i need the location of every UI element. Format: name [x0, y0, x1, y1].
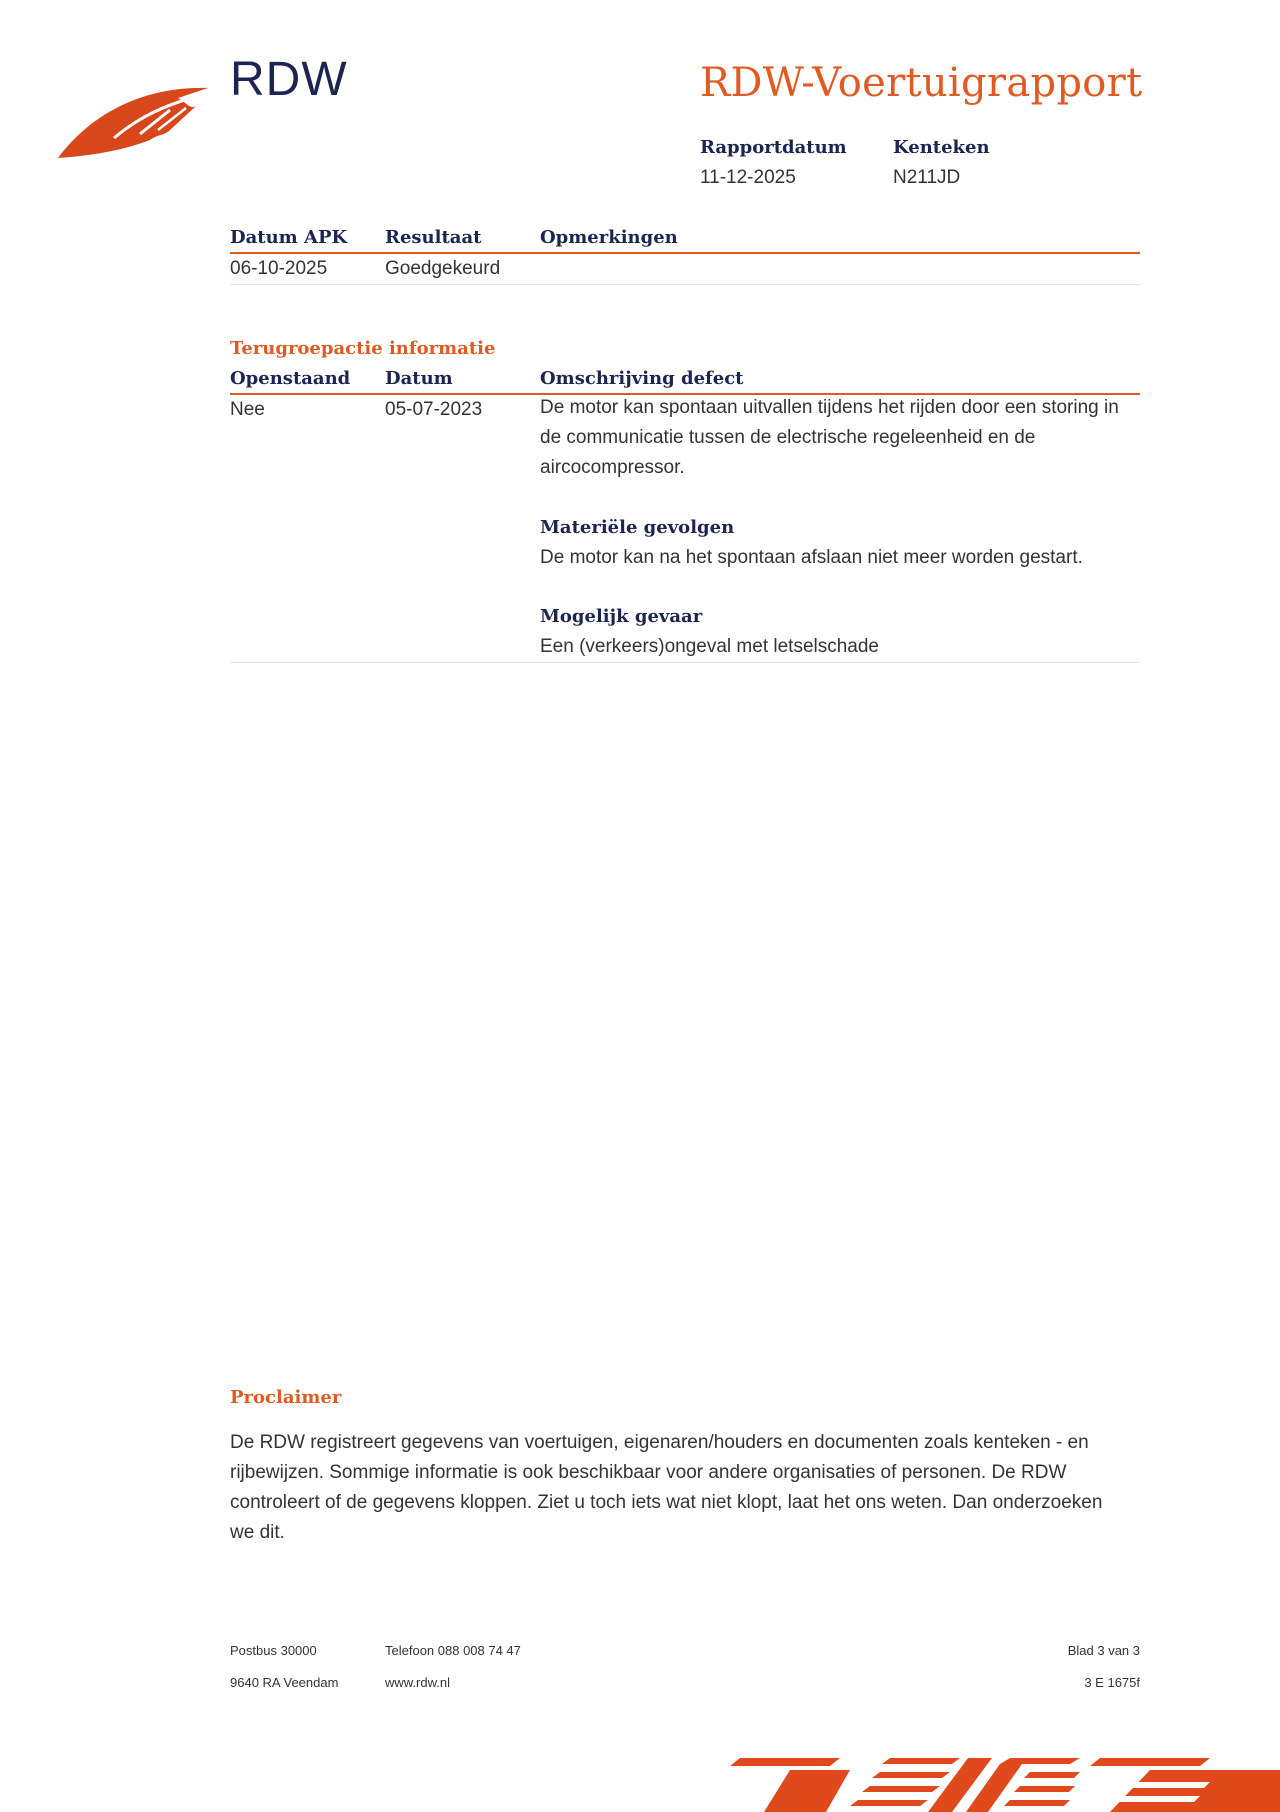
- plate-label: Kenteken: [893, 137, 990, 158]
- footer-page-number: Blad 3 van 3: [1067, 1643, 1140, 1658]
- footer-phone: Telefoon 088 008 74 47: [385, 1643, 521, 1658]
- apk-header-result: Resultaat: [385, 227, 482, 248]
- proclaimer-title: Proclaimer: [230, 1387, 342, 1408]
- possible-danger-value: Een (verkeers)ongeval met letselschade: [540, 636, 880, 657]
- recall-section-title: Terugroepactie informatie: [230, 338, 496, 359]
- footer-postbus: Postbus 30000: [230, 1643, 317, 1658]
- footer-website: www.rdw.nl: [385, 1675, 451, 1690]
- proclaimer-text: De RDW registreert gegevens van voertuigen, eigenaren/houders en documenten zoals kenteken - en rijbewijzen. Sommige informatie is ook beschikbaar voor andere organisaties of personen. De RDW controleert of de gegevens kloppen. Ziet u toch iets wat niet klopt, laat het ons weten. Dan onderzoeken we dit.: [230, 1432, 1103, 1543]
- recall-header-date: Datum: [385, 368, 453, 389]
- footer-document-code: 3 E 1675f: [1084, 1675, 1140, 1690]
- recall-row-rule: [230, 662, 1140, 663]
- report-title: RDW-Voertuigrapport: [700, 60, 1143, 106]
- apk-cell-date: 06-10-2025: [230, 258, 328, 279]
- material-consequences-label: Materiële gevolgen: [540, 517, 735, 538]
- recall-defect-description: De motor kan spontaan uitvallen tijdens het rijden door een storing in de communicatie tussen de electrische regeleenheid en de aircocompressor.: [540, 397, 1119, 478]
- recall-header-open: Openstaand: [230, 368, 351, 389]
- apk-cell-result: Goedgekeurd: [385, 258, 501, 279]
- apk-header-remarks: Opmerkingen: [540, 227, 678, 248]
- report-date-label: Rapportdatum: [700, 137, 847, 158]
- rdw-logo-text: RDW: [230, 53, 348, 106]
- apk-row-rule: [230, 284, 1140, 285]
- possible-danger-label: Mogelijk gevaar: [540, 606, 703, 627]
- plate-value: N211JD: [893, 167, 961, 188]
- apk-header-date: Datum APK: [230, 227, 348, 248]
- recall-header-defect: Omschrijving defect: [540, 368, 744, 389]
- rdw-bottom-stripes-icon: [730, 1748, 1280, 1812]
- footer-city: 9640 RA Veendam: [230, 1675, 339, 1690]
- apk-header-rule: [230, 252, 1140, 254]
- report-date-value: 11-12-2025: [700, 167, 796, 188]
- recall-date-value: 05-07-2023: [385, 399, 483, 420]
- material-consequences-value: De motor kan na het spontaan afslaan niet meer worden gestart.: [540, 547, 1083, 568]
- recall-open-value: Nee: [230, 399, 265, 420]
- rdw-logo-icon: [58, 80, 210, 162]
